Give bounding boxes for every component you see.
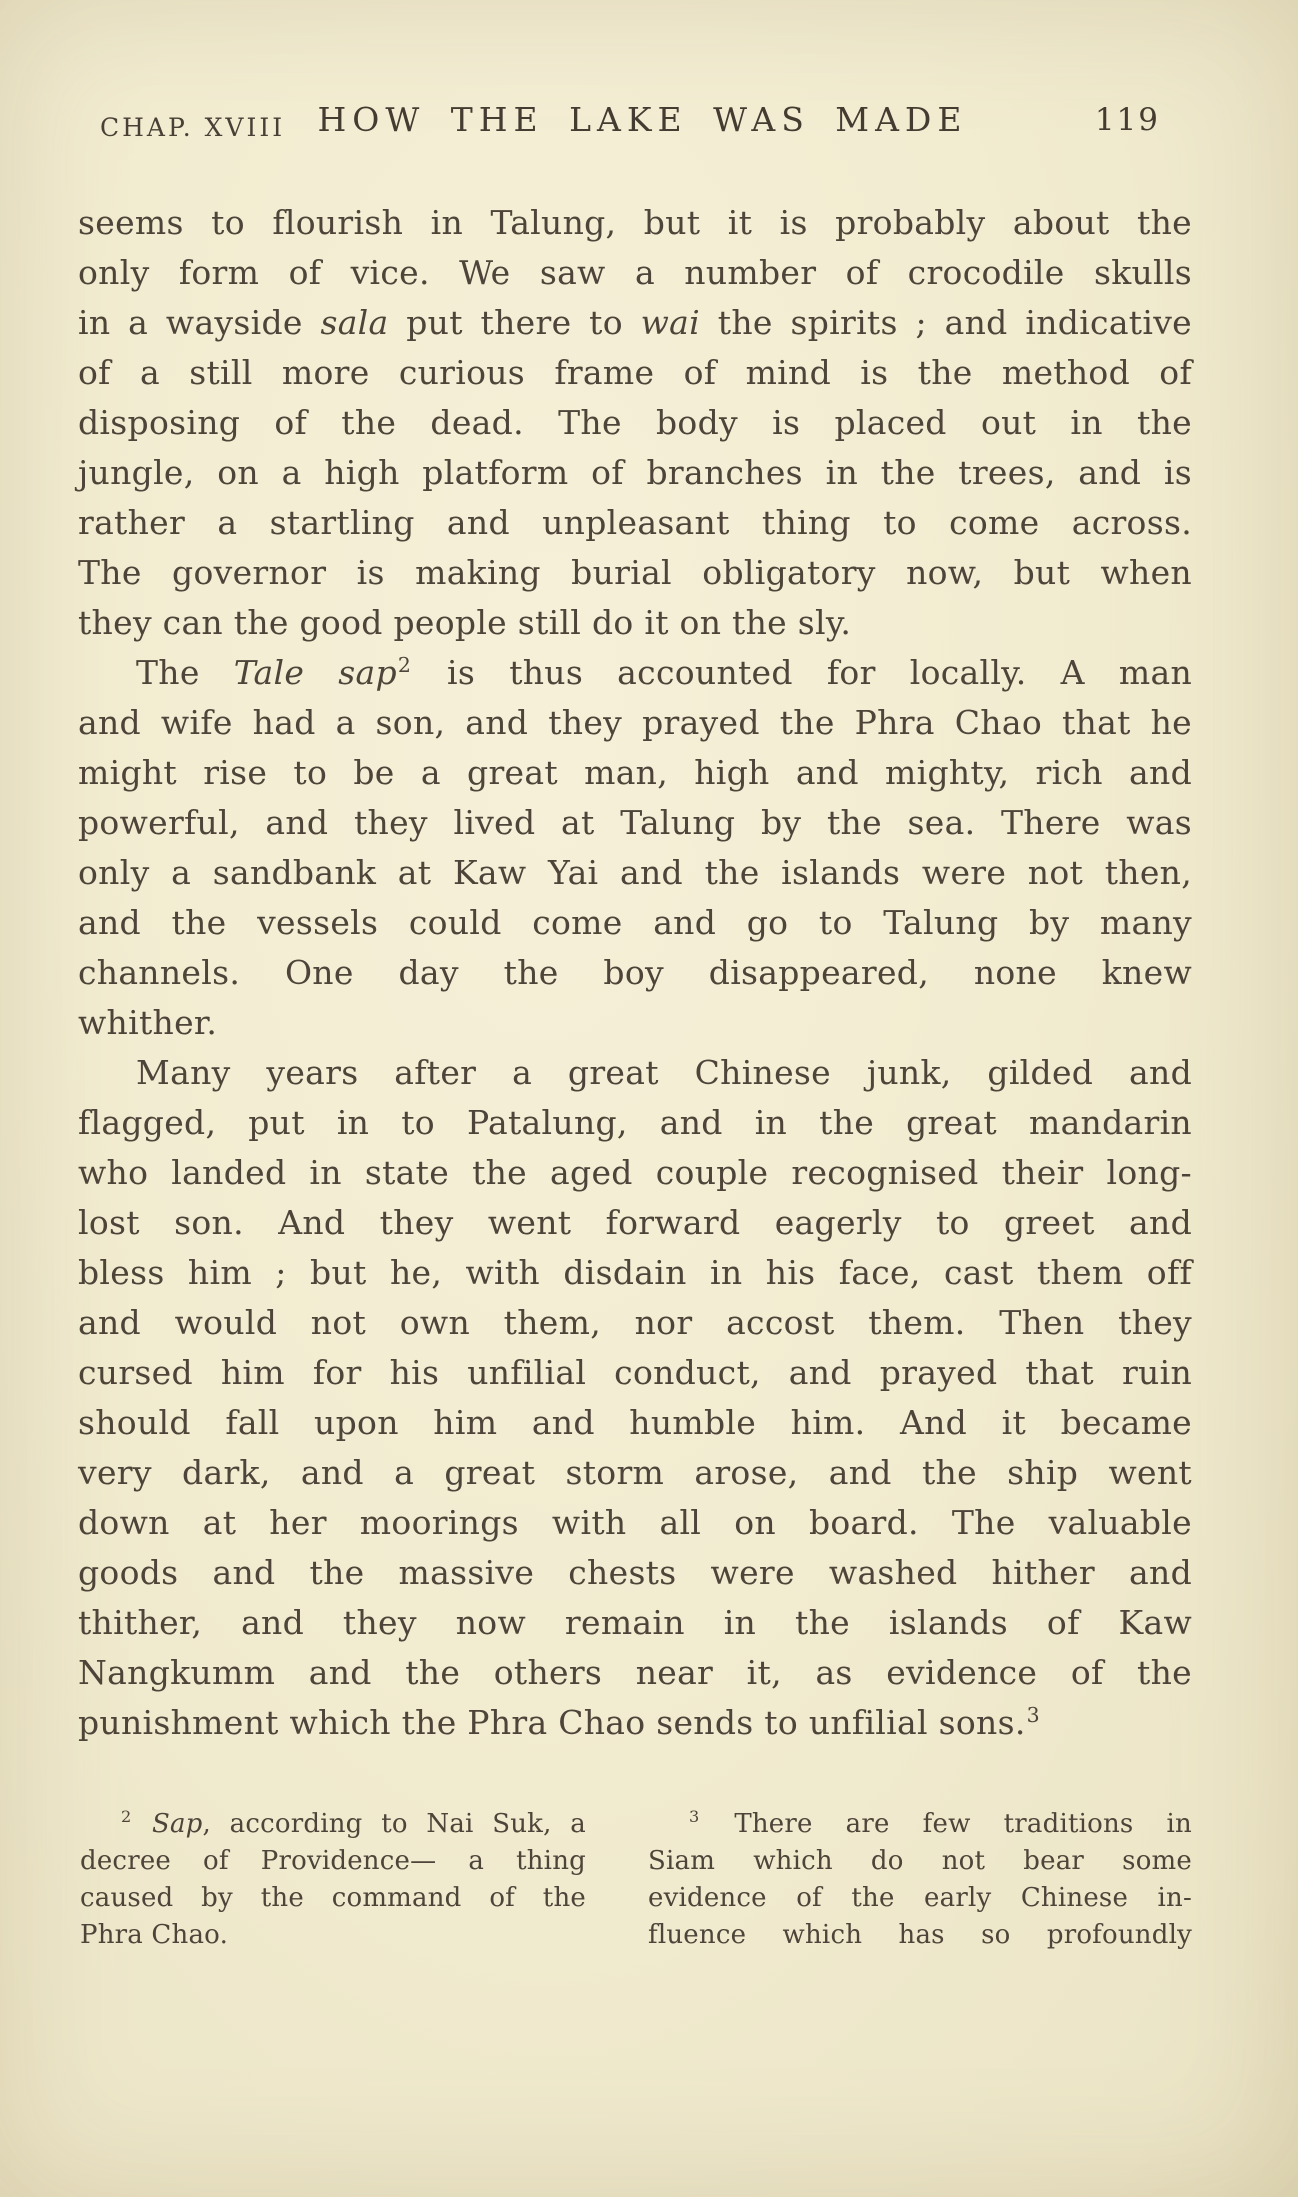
text-segment: disposing of the dead. The body is placed out in the <box>78 403 1192 442</box>
text-segment: Siam which do not bear some <box>648 1846 1192 1876</box>
text-line <box>648 1880 1192 1917</box>
text-segment: should fall upon him and humble him. And it became <box>78 1403 1192 1442</box>
text-segment: caused by the command of the <box>80 1883 586 1913</box>
text-segment: evidence of the early Chinese in- <box>648 1883 1192 1913</box>
text-line <box>78 248 1192 298</box>
text-segment: and would not own them, nor accost them. Then they <box>78 1303 1192 1342</box>
text-line <box>78 1598 1192 1648</box>
text-segment: Many years after a great Chinese junk, gilded and <box>136 1053 1192 1092</box>
text-segment: wai <box>640 303 701 342</box>
text-line <box>78 1398 1192 1448</box>
text-line <box>78 1348 1192 1398</box>
text-segment: of a still more curious frame of mind is the method of <box>78 353 1192 392</box>
text-segment: Phra Chao. <box>80 1920 229 1950</box>
text-line <box>78 1548 1192 1598</box>
text-segment: There are few traditions in <box>701 1809 1192 1839</box>
text-segment: Tale sap <box>233 653 397 692</box>
text-line <box>80 1843 586 1880</box>
text-line <box>78 998 1192 1048</box>
text-line <box>78 1698 1192 1748</box>
text-line <box>78 1248 1192 1298</box>
text-line <box>78 1098 1192 1148</box>
text-segment <box>133 1809 152 1839</box>
text-segment: and the vessels could come and go to Talung by many <box>78 903 1192 942</box>
text-segment: whither. <box>78 1003 218 1042</box>
text-line <box>78 448 1192 498</box>
text-line <box>80 1880 586 1917</box>
footnote-marker: 2 <box>121 1807 132 1827</box>
text-segment: Nangkumm and the others near it, as evidence of the <box>78 1653 1192 1692</box>
text-segment: punishment which the Phra Chao sends to unfilial sons. <box>78 1703 1026 1742</box>
text-segment: thither, and they now remain in the islands of Kaw <box>78 1603 1192 1642</box>
text-segment: sala <box>320 303 389 342</box>
text-line <box>648 1806 1192 1843</box>
text-line <box>78 848 1192 898</box>
text-line <box>78 748 1192 798</box>
text-segment: The <box>136 653 234 692</box>
text-line <box>78 398 1192 448</box>
text-segment: down at her moorings with all on board. The valuable <box>78 1503 1192 1542</box>
text-segment: only form of vice. We saw a number of crocodile skulls <box>78 253 1192 292</box>
text-line <box>78 348 1192 398</box>
footnote-3 <box>648 1806 1192 1954</box>
chapter-label: CHAP. XVIII <box>100 113 286 142</box>
text-segment: and wife had a son, and they prayed the Phra Chao that he <box>78 703 1192 742</box>
text-line <box>78 1198 1192 1248</box>
text-segment: only a sandbank at Kaw Yai and the islands were not then, <box>78 853 1192 892</box>
text-segment: who landed in state the aged couple recognised their long- <box>78 1153 1192 1192</box>
text-line <box>78 598 1192 648</box>
text-segment: very dark, and a great storm arose, and the ship went <box>78 1453 1192 1492</box>
text-segment: they can the good people still do it on the sly. <box>78 603 852 642</box>
text-line <box>80 1806 586 1843</box>
page-number: 119 <box>1094 102 1160 138</box>
text-segment: , according to Nai Suk, a <box>202 1809 586 1839</box>
text-line <box>78 1448 1192 1498</box>
text-line <box>648 1843 1192 1880</box>
text-line <box>78 898 1192 948</box>
footnote-marker: 3 <box>689 1807 700 1827</box>
text-line <box>80 1917 586 1954</box>
text-segment: decree of Providence— a thing <box>80 1846 586 1876</box>
text-segment: Sap <box>151 1809 203 1839</box>
text-segment: rather a startling and unpleasant thing to come across. <box>78 503 1192 542</box>
text-segment: flagged, put in to Patalung, and in the great mandarin <box>78 1103 1192 1142</box>
text-line <box>78 1648 1192 1698</box>
text-line <box>78 1148 1192 1198</box>
text-line <box>78 1048 1192 1098</box>
text-segment: the spirits ; and indicative <box>700 303 1192 342</box>
text-line <box>78 1298 1192 1348</box>
text-line <box>78 298 1192 348</box>
footnote-2 <box>80 1806 586 1954</box>
text-segment: The governor is making burial obligatory now, but when <box>78 553 1192 592</box>
text-line <box>78 1498 1192 1548</box>
text-line <box>78 198 1192 248</box>
text-line <box>78 698 1192 748</box>
text-segment: seems to flourish in Talung, but it is probably about the <box>78 203 1192 242</box>
text-segment: put there to <box>388 303 641 342</box>
footnote-marker: 2 <box>397 653 411 677</box>
text-segment: lost son. And they went forward eagerly to greet and <box>78 1203 1192 1242</box>
footnote-marker: 3 <box>1026 1703 1040 1727</box>
text-line <box>78 498 1192 548</box>
text-line <box>78 548 1192 598</box>
text-line <box>648 1917 1192 1954</box>
text-segment: might rise to be a great man, high and mighty, rich and <box>78 753 1192 792</box>
text-segment: powerful, and they lived at Talung by the sea. There was <box>78 803 1192 842</box>
body-text <box>78 198 1192 1748</box>
text-segment: goods and the massive chests were washed hither and <box>78 1553 1192 1592</box>
page-title: HOW THE LAKE WAS MADE <box>317 100 968 139</box>
text-segment: in a wayside <box>78 303 321 342</box>
text-line <box>78 798 1192 848</box>
text-segment: fluence which has so profoundly <box>648 1920 1192 1950</box>
text-line <box>78 948 1192 998</box>
text-segment: cursed him for his unfilial conduct, and prayed that ruin <box>78 1353 1192 1392</box>
text-segment: bless him ; but he, with disdain in his face, cast them off <box>78 1253 1192 1292</box>
text-segment: channels. One day the boy disappeared, none knew <box>78 953 1192 992</box>
text-segment: is thus accounted for locally. A man <box>412 653 1192 692</box>
text-line <box>78 648 1192 698</box>
text-segment: jungle, on a high platform of branches in the trees, and is <box>78 453 1192 492</box>
